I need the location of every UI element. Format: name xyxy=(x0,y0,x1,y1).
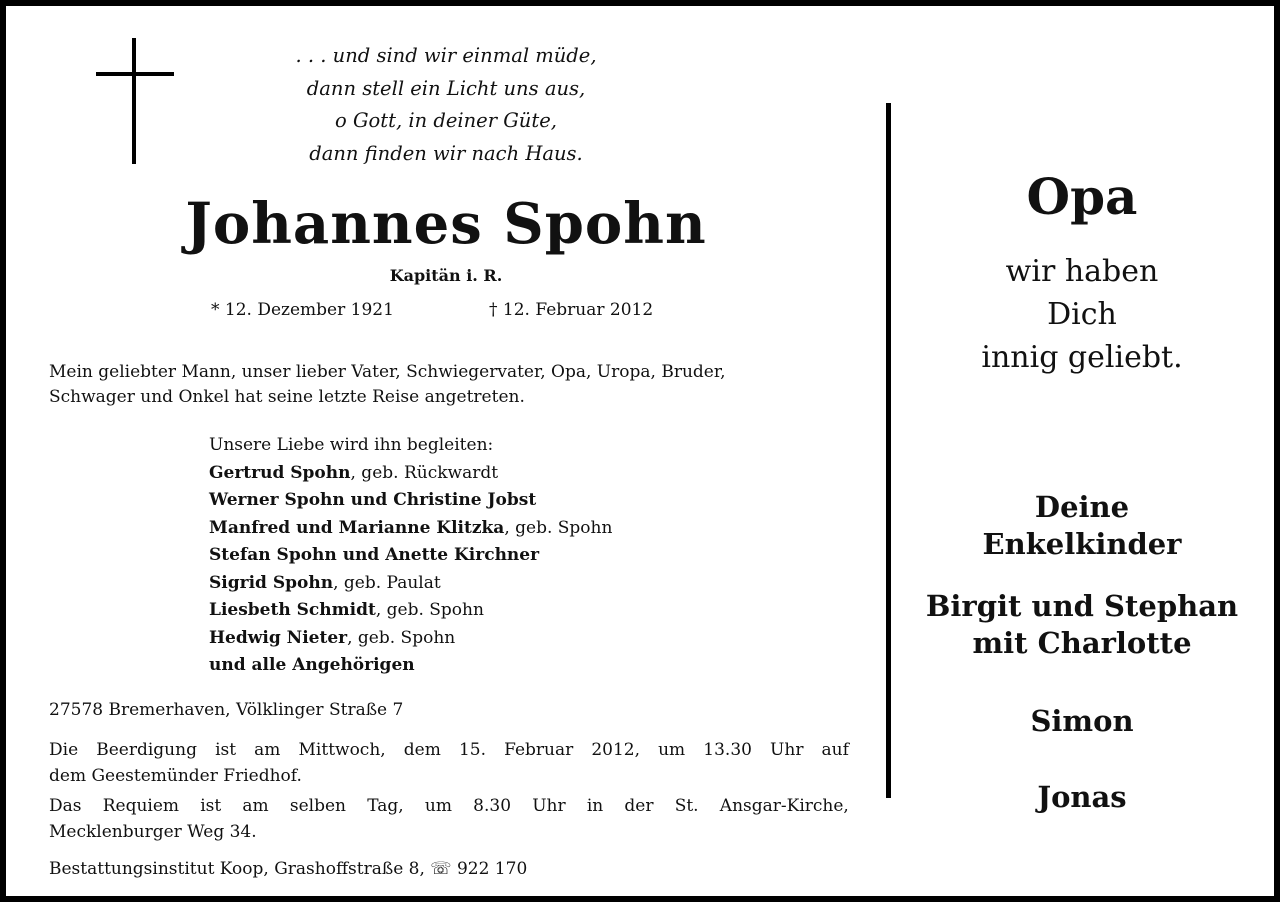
grandchildren-heading xyxy=(906,489,1258,563)
intro-line: Schwager und Onkel hat seine letzte Reise angetreten. xyxy=(49,387,525,407)
word: um xyxy=(658,740,686,760)
poem-line: . . . und sind wir einmal müde, xyxy=(295,44,597,67)
word: Uhr xyxy=(770,740,804,760)
funeral-info xyxy=(49,737,849,789)
deceased-name: Johannes Spohn xyxy=(185,191,707,257)
birth-date: * 12. Dezember 1921 xyxy=(211,300,394,320)
word: Requiem xyxy=(102,796,180,816)
word: um xyxy=(424,796,452,816)
mourner-note: , geb. Rückwardt xyxy=(350,462,499,483)
grandchild-family-line: mit Charlotte xyxy=(972,626,1192,660)
word: am xyxy=(242,796,269,816)
word: Uhr xyxy=(532,796,566,816)
cross-icon xyxy=(96,38,174,164)
word: 2012, xyxy=(591,740,641,760)
word: am xyxy=(254,740,281,760)
poem-line: dann finden wir nach Haus. xyxy=(309,141,583,165)
mourner-note: , geb. Paulat xyxy=(333,572,441,593)
mourner-name: Liesbeth Schmidt xyxy=(209,600,376,620)
requiem-line-1 xyxy=(49,793,849,819)
word: Das xyxy=(49,796,82,816)
word: Februar xyxy=(504,740,574,760)
word: Beerdigung xyxy=(96,740,197,760)
mourner-entry xyxy=(209,597,729,625)
word: selben xyxy=(289,796,347,816)
undertaker-info: Bestattungsinstitut Koop, Grashoffstraße 8, ☏ 922 170 xyxy=(49,859,528,879)
family-address: 27578 Bremerhaven, Völklinger Straße 7 xyxy=(49,700,404,720)
word: auf xyxy=(821,740,849,760)
grandchildren-heading-line: Deine xyxy=(1034,490,1130,524)
word: Mittwoch, xyxy=(298,740,386,760)
word: dem xyxy=(403,740,441,760)
grandchild-name: Jonas xyxy=(1037,780,1127,814)
intro-line: Mein geliebter Mann, unser lieber Vater, Schwiegervater, Opa, Uropa, Bruder, xyxy=(49,362,726,382)
mourner-name: Stefan Spohn und Anette Kirchner xyxy=(209,545,540,565)
opa-heading: Opa xyxy=(1026,167,1138,226)
poem-line: dann stell ein Licht uns aus, xyxy=(306,76,586,100)
grandchild-family xyxy=(906,588,1258,662)
word: ist xyxy=(200,796,222,816)
mourners-list xyxy=(209,432,729,680)
word: 8.30 xyxy=(473,796,512,816)
love-phrase xyxy=(906,250,1258,379)
word: St. xyxy=(674,796,699,816)
funeral-line-2: dem Geestemünder Friedhof. xyxy=(49,766,302,786)
vertical-divider xyxy=(886,103,891,798)
mourner-note: , geb. Spohn xyxy=(347,627,456,648)
mourner-entry xyxy=(209,487,729,515)
mourner-name: Manfred und Marianne Klitzka xyxy=(209,517,505,538)
word: Tag, xyxy=(367,796,404,816)
phrase-line: Dich xyxy=(1047,297,1117,332)
requiem-info xyxy=(49,793,849,845)
word: 13.30 xyxy=(703,740,752,760)
funeral-line-1 xyxy=(49,737,849,763)
mourner-note: , geb. Spohn xyxy=(375,600,484,620)
mourner-name: Gertrud Spohn xyxy=(209,462,351,483)
word: ist xyxy=(215,740,237,760)
word: der xyxy=(624,796,654,816)
mourner-note: , geb. Spohn xyxy=(504,517,613,538)
grandchildren-heading-line: Enkelkinder xyxy=(982,527,1182,561)
intro-text xyxy=(49,360,849,410)
word: 15. xyxy=(458,740,486,760)
poem-line: o Gott, in deiner Güte, xyxy=(335,109,557,132)
mourner-name: und alle Angehörigen xyxy=(209,655,415,675)
mourner-entry xyxy=(209,652,729,680)
mourner-entry xyxy=(209,542,729,570)
requiem-line-2: Mecklenburger Weg 34. xyxy=(49,822,257,842)
word: Die xyxy=(49,740,79,760)
deceased-title: Kapitän i. R. xyxy=(389,266,503,285)
grandchild-name: Simon xyxy=(1030,704,1134,738)
mourner-entry xyxy=(209,570,729,598)
mourners-heading: Unsere Liebe wird ihn begleiten: xyxy=(209,435,494,455)
mourner-name: Sigrid Spohn xyxy=(209,572,334,593)
mourner-name: Werner Spohn und Christine Jobst xyxy=(209,490,537,510)
word: Ansgar-Kirche, xyxy=(719,796,849,816)
death-date: † 12. Februar 2012 xyxy=(489,300,654,320)
phrase-line: wir haben xyxy=(1005,254,1159,289)
word: in xyxy=(586,796,604,816)
mourner-entry xyxy=(209,515,729,543)
phrase-line: innig geliebt. xyxy=(981,340,1183,375)
poem xyxy=(246,40,646,170)
mourner-entry xyxy=(209,460,729,488)
mourner-name: Hedwig Nieter xyxy=(209,627,348,648)
grandchild-family-line: Birgit und Stephan xyxy=(925,589,1239,623)
mourner-entry xyxy=(209,625,729,653)
